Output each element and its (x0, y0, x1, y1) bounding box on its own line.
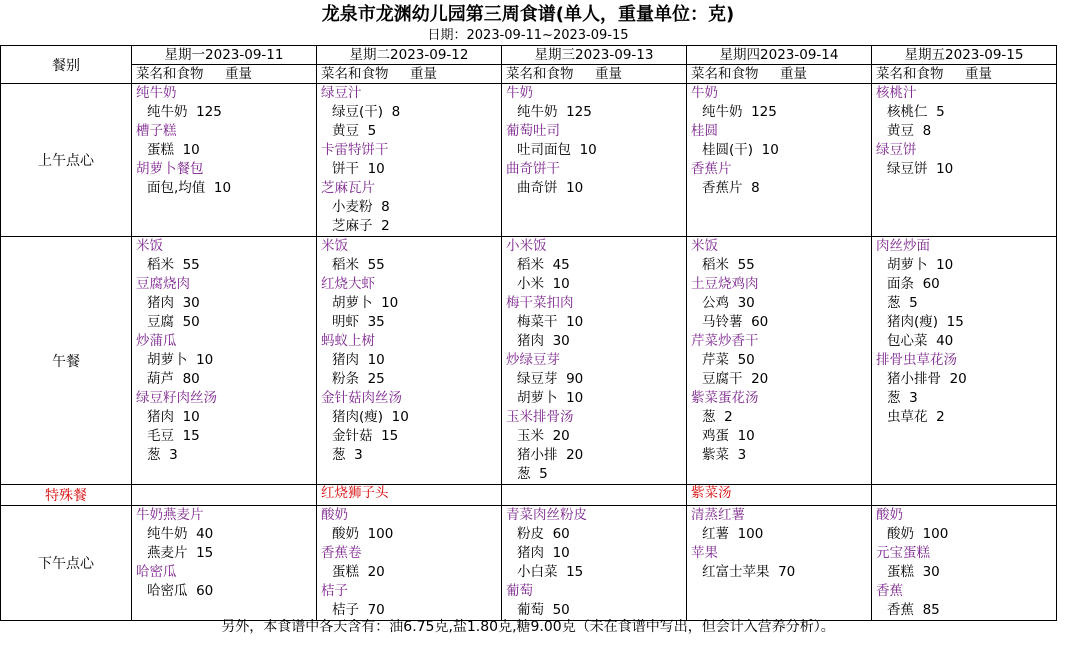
ingredient-weight: 纯牛奶 125 (147, 104, 222, 120)
ingredient-weight: 稻米 55 (147, 257, 200, 273)
day-header-fri: 星期五2023-09-15 (872, 46, 1057, 65)
ingredient-weight: 桂圆(干) 10 (702, 142, 779, 158)
day-header-wed: 星期三2023-09-13 (502, 46, 687, 65)
ingredient-weight: 猪肉 10 (517, 545, 570, 561)
dish-name: 胡萝卜餐包 (136, 161, 204, 177)
ingredient-weight: 梅菜干 10 (517, 314, 584, 330)
dish-name: 小米饭 (506, 238, 547, 254)
dish-name: 芝麻瓦片 (321, 180, 375, 196)
date-range: 日期：2023-09-11~2023-09-15 (427, 28, 629, 43)
menu-cell-tue (317, 506, 502, 621)
menu-cell-thu (687, 237, 872, 485)
dish-name: 香蕉卷 (321, 545, 362, 561)
dish-name: 槽子糕 (136, 123, 177, 139)
ingredient-weight: 绿豆芽 90 (517, 371, 584, 387)
menu-cell-thu (687, 84, 872, 237)
ingredient-weight: 公鸡 30 (702, 295, 755, 311)
ingredient-weight: 吐司面包 10 (517, 142, 597, 158)
meal-row (1, 84, 1057, 237)
ingredient-weight: 虫草花 2 (887, 409, 945, 425)
dish-name: 酸奶 (321, 507, 348, 523)
ingredient-weight: 绿豆(干) 8 (332, 104, 401, 120)
ingredient-weight: 小白菜 15 (517, 564, 584, 580)
meal-label: 下午点心 (1, 506, 132, 621)
dish-name: 土豆烧鸡肉 (691, 276, 759, 292)
ingredient-weight: 稻米 55 (332, 257, 385, 273)
dish-name: 酸奶 (876, 507, 903, 523)
meal-row (1, 237, 1057, 485)
dish-name: 红烧大虾 (321, 276, 375, 292)
ingredient-weight: 纯牛奶 125 (517, 104, 592, 120)
column-subheader: 菜名和食物 重量 (502, 65, 687, 84)
dish-name: 豆腐烧肉 (136, 276, 190, 292)
dish-name: 苹果 (691, 545, 718, 561)
ingredient-weight: 猪肉(瘦) 10 (332, 409, 409, 425)
dish-name: 桔子 (321, 583, 348, 599)
dish-name: 米饭 (691, 238, 718, 254)
dish-name: 米饭 (136, 238, 163, 254)
menu-cell-mon (132, 84, 317, 237)
ingredient-weight: 猪小排 20 (517, 447, 584, 463)
ingredient-weight: 小麦粉 8 (332, 199, 390, 215)
ingredient-weight: 葱 2 (702, 409, 733, 425)
dish-name: 清蒸红薯 (691, 507, 745, 523)
ingredient-weight: 粉皮 60 (517, 526, 570, 542)
ingredient-weight: 酸奶 100 (887, 526, 949, 542)
menu-cell-wed (502, 485, 687, 506)
ingredient-weight: 鸡蛋 10 (702, 428, 755, 444)
ingredient-weight: 绿豆饼 10 (887, 161, 954, 177)
dish-name: 元宝蛋糕 (876, 545, 930, 561)
dish-name: 金针菇肉丝汤 (321, 390, 402, 406)
menu-cell-mon (132, 506, 317, 621)
menu-cell-fri (872, 485, 1057, 506)
ingredient-weight: 葱 3 (147, 447, 178, 463)
menu-cell-tue (317, 485, 502, 506)
ingredient-weight: 马铃薯 60 (702, 314, 769, 330)
dish-name: 牛奶燕麦片 (136, 507, 204, 523)
day-header-thu: 星期四2023-09-14 (687, 46, 872, 65)
dish-name: 米饭 (321, 238, 348, 254)
dish-name: 炒绿豆芽 (506, 352, 560, 368)
ingredient-weight: 黄豆 8 (887, 123, 932, 139)
column-subheader: 菜名和食物 重量 (317, 65, 502, 84)
ingredient-weight: 饼干 10 (332, 161, 385, 177)
ingredient-weight: 燕麦片 15 (147, 545, 214, 561)
day-header-tue: 星期二2023-09-12 (317, 46, 502, 65)
menu-cell-wed (502, 506, 687, 621)
ingredient-weight: 葫芦 80 (147, 371, 200, 387)
ingredient-weight: 猪肉(瘦) 15 (887, 314, 964, 330)
ingredient-weight: 胡萝卜 10 (147, 352, 214, 368)
dish-name: 葡萄 (506, 583, 533, 599)
ingredient-weight: 猪小排骨 20 (887, 371, 967, 387)
menu-cell-wed (502, 84, 687, 237)
meal-row (1, 485, 1057, 506)
dish-name: 绿豆饼 (876, 142, 917, 158)
dish-name: 香蕉 (876, 583, 903, 599)
menu-cell-fri (872, 237, 1057, 485)
dish-name: 桂圆 (691, 123, 718, 139)
ingredient-weight: 黄豆 5 (332, 123, 377, 139)
ingredient-weight: 小米 10 (517, 276, 570, 292)
meal-row (1, 506, 1057, 621)
ingredient-weight: 胡萝卜 10 (332, 295, 399, 311)
ingredient-weight: 稻米 45 (517, 257, 570, 273)
ingredient-weight: 红富士苹果 70 (702, 564, 796, 580)
dish-name: 香蕉片 (691, 161, 732, 177)
ingredient-weight: 纯牛奶 125 (702, 104, 777, 120)
dish-name: 曲奇饼干 (506, 161, 560, 177)
ingredient-weight: 香蕉 85 (887, 602, 940, 618)
dish-name: 紫菜蛋花汤 (691, 390, 759, 406)
ingredient-weight: 金针菇 15 (332, 428, 399, 444)
dish-name: 牛奶 (506, 85, 533, 101)
ingredient-weight: 猪肉 10 (147, 409, 200, 425)
ingredient-weight: 香蕉片 8 (702, 180, 760, 196)
dish-name: 核桃汁 (876, 85, 917, 101)
dish-name: 哈密瓜 (136, 564, 177, 580)
ingredient-weight: 曲奇饼 10 (517, 180, 584, 196)
ingredient-weight: 葱 5 (887, 295, 918, 311)
menu-cell-mon (132, 485, 317, 506)
meal-label: 午餐 (1, 237, 132, 485)
ingredient-weight: 葱 3 (332, 447, 363, 463)
ingredient-weight: 葱 5 (517, 466, 548, 482)
dish-name: 蚂蚁上树 (321, 333, 375, 349)
ingredient-weight: 酸奶 100 (332, 526, 394, 542)
dish-name: 炒蒲瓜 (136, 333, 177, 349)
ingredient-weight: 蛋糕 10 (147, 142, 200, 158)
ingredient-weight: 葡萄 50 (517, 602, 570, 618)
ingredient-weight: 蛋糕 30 (887, 564, 940, 580)
dish-name: 梅干菜扣肉 (506, 295, 574, 311)
dish-name: 绿豆籽肉丝汤 (136, 390, 217, 406)
ingredient-weight: 核桃仁 5 (887, 104, 945, 120)
page-title: 龙泉市龙渊幼儿园第三周食谱(单人，重量单位：克) (321, 4, 735, 25)
ingredient-weight: 毛豆 15 (147, 428, 200, 444)
dish-name: 排骨虫草花汤 (876, 352, 957, 368)
dish-name: 绿豆汁 (321, 85, 362, 101)
dish-name: 卡雷特饼干 (321, 142, 389, 158)
menu-cell-tue (317, 84, 502, 237)
special-dish: 紫菜汤 (691, 485, 732, 501)
ingredient-weight: 胡萝卜 10 (887, 257, 954, 273)
dish-name: 肉丝炒面 (876, 238, 930, 254)
dish-name: 青菜肉丝粉皮 (506, 507, 587, 523)
column-subheader: 菜名和食物 重量 (132, 65, 317, 84)
ingredient-weight: 芝麻子 2 (332, 218, 390, 234)
day-header-mon: 星期一2023-09-11 (132, 46, 317, 65)
dish-name: 芹菜炒香干 (691, 333, 759, 349)
dish-name: 葡萄吐司 (506, 123, 560, 139)
dish-name: 玉米排骨汤 (506, 409, 574, 425)
column-subheader: 菜名和食物 重量 (687, 65, 872, 84)
menu-cell-thu (687, 485, 872, 506)
ingredient-weight: 面条 60 (887, 276, 940, 292)
ingredient-weight: 明虾 35 (332, 314, 385, 330)
ingredient-weight: 豆腐干 20 (702, 371, 769, 387)
special-dish: 红烧狮子头 (321, 485, 389, 501)
ingredient-weight: 面包,均值 10 (147, 180, 232, 196)
menu-cell-wed (502, 237, 687, 485)
meal-label: 特殊餐 (1, 485, 132, 506)
ingredient-weight: 猪肉 30 (517, 333, 570, 349)
dish-name: 纯牛奶 (136, 85, 177, 101)
menu-cell-fri (872, 506, 1057, 621)
ingredient-weight: 豆腐 50 (147, 314, 200, 330)
ingredient-weight: 芹菜 50 (702, 352, 755, 368)
ingredient-weight: 玉米 20 (517, 428, 570, 444)
ingredient-weight: 桔子 70 (332, 602, 385, 618)
nutrition-footnote: 另外，本食谱中各天含有：油6.75克,盐1.80克,糖9.00克（未在食谱中写出，但会计入营养分析）。 (221, 619, 835, 635)
ingredient-weight: 猪肉 10 (332, 352, 385, 368)
meal-rows (1, 84, 1057, 621)
menu-cell-mon (132, 237, 317, 485)
meal-label: 上午点心 (1, 84, 132, 237)
meal-column-header: 餐别 (1, 46, 132, 84)
dish-name: 牛奶 (691, 85, 718, 101)
ingredient-weight: 葱 3 (887, 390, 918, 406)
menu-cell-thu (687, 506, 872, 621)
ingredient-weight: 粉条 25 (332, 371, 385, 387)
ingredient-weight: 胡萝卜 10 (517, 390, 584, 406)
menu-cell-tue (317, 237, 502, 485)
ingredient-weight: 蛋糕 20 (332, 564, 385, 580)
ingredient-weight: 稻米 55 (702, 257, 755, 273)
menu-cell-fri (872, 84, 1057, 237)
ingredient-weight: 猪肉 30 (147, 295, 200, 311)
ingredient-weight: 哈密瓜 60 (147, 583, 214, 599)
column-subheader: 菜名和食物 重量 (872, 65, 1057, 84)
menu-table (0, 45, 1057, 621)
ingredient-weight: 包心菜 40 (887, 333, 954, 349)
ingredient-weight: 紫菜 3 (702, 447, 747, 463)
ingredient-weight: 纯牛奶 40 (147, 526, 214, 542)
ingredient-weight: 红薯 100 (702, 526, 764, 542)
